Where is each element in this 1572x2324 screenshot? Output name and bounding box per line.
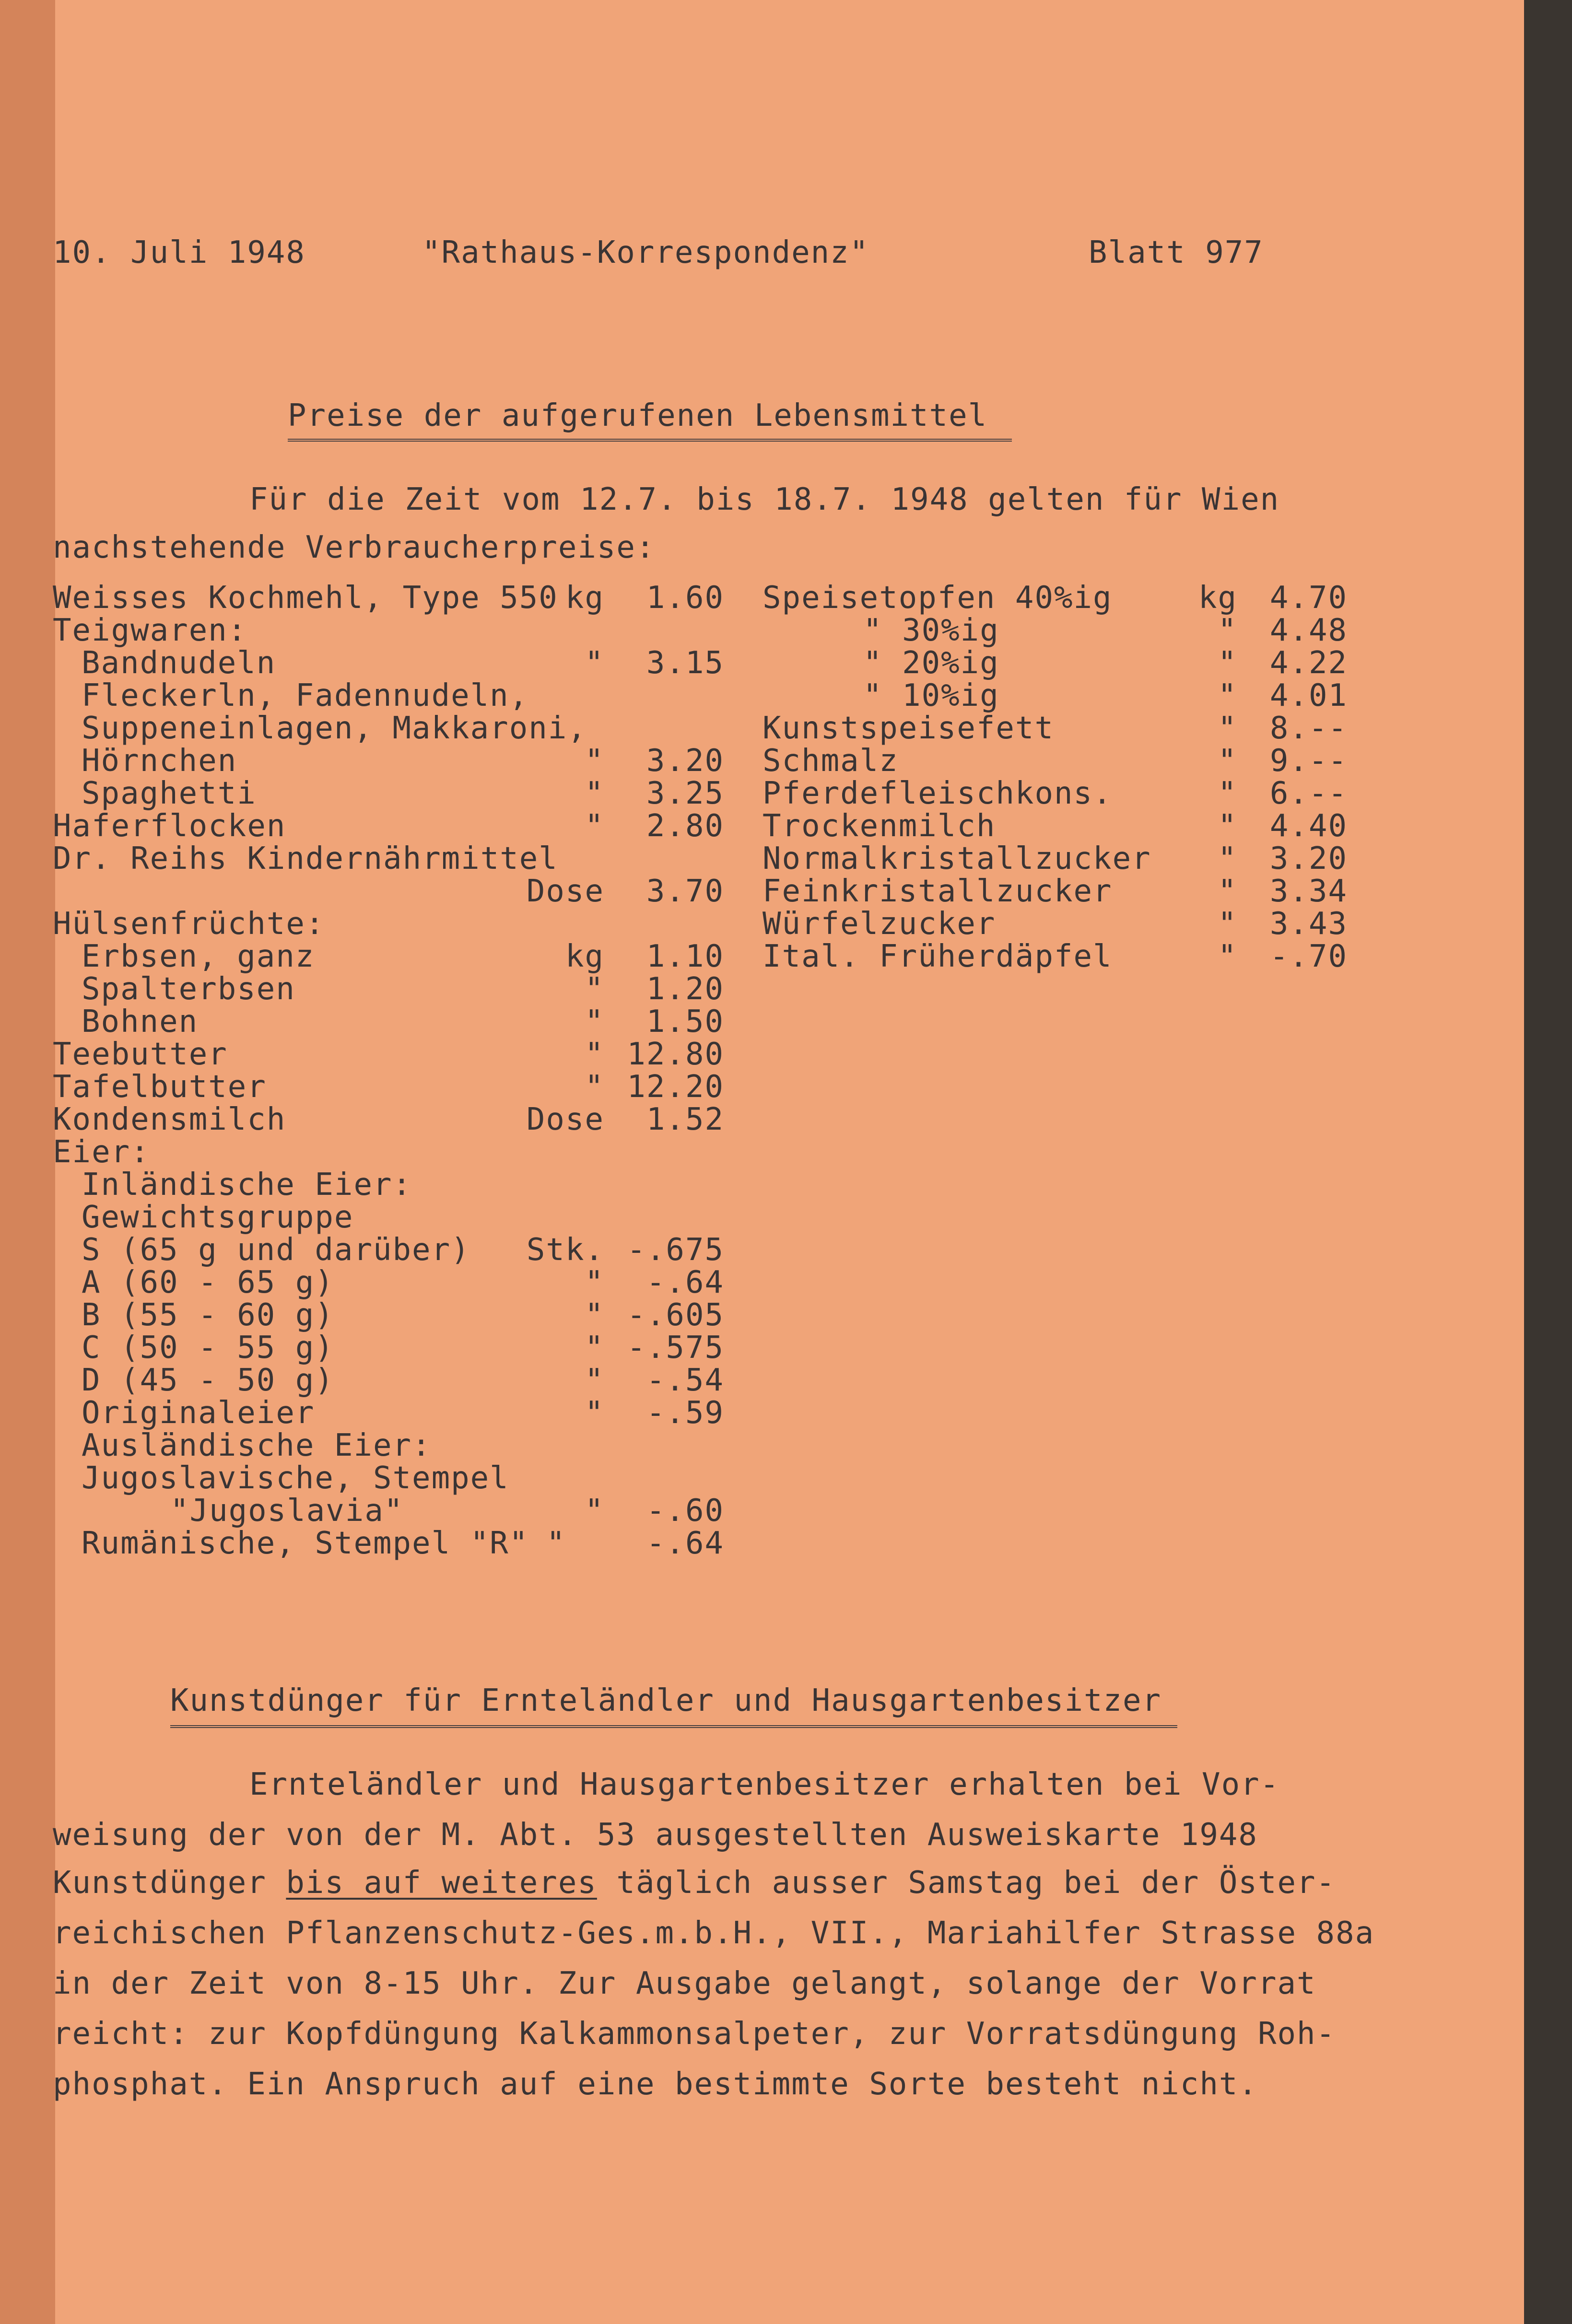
right-row-unit: " bbox=[1218, 874, 1237, 909]
left-row-unit: Stk. bbox=[526, 1232, 604, 1268]
left-row-price: -.575 bbox=[627, 1330, 724, 1366]
fertilizer-line-5: in der Zeit von 8-15 Uhr. Zur Ausgabe gelangt, solange der Vorrat bbox=[53, 1966, 1316, 2001]
right-row-label: Schmalz bbox=[763, 743, 899, 779]
right-row-price: 3.34 bbox=[1269, 874, 1348, 909]
left-row-price: 12.20 bbox=[627, 1069, 724, 1105]
left-row-price: 3.15 bbox=[646, 645, 724, 681]
left-row-price: -.675 bbox=[627, 1232, 724, 1268]
right-row-price: 8.-- bbox=[1269, 711, 1348, 746]
left-row-unit: " bbox=[585, 1297, 604, 1333]
fertilizer-line-2: weisung der von der M. Abt. 53 ausgestellten Ausweiskarte 1948 bbox=[53, 1817, 1258, 1853]
header-date: 10. Juli 1948 bbox=[53, 235, 305, 270]
left-row-unit: " bbox=[585, 743, 604, 779]
right-row-label: Pferdefleischkons. bbox=[763, 776, 1113, 811]
right-row-label: Normalkristallzucker bbox=[763, 841, 1151, 876]
right-row-unit: " bbox=[1218, 841, 1237, 876]
left-row-label: Fleckerln, Fadennudeln, bbox=[82, 678, 529, 713]
right-row-unit: " bbox=[1218, 645, 1237, 681]
right-row-unit: " bbox=[1218, 906, 1237, 942]
left-row-price: 1.50 bbox=[646, 1004, 724, 1039]
left-row-label: Eier: bbox=[53, 1134, 150, 1170]
left-row-unit: kg bbox=[565, 939, 604, 974]
fertilizer-line-7: phosphat. Ein Anspruch auf eine bestimmte Sorte besteht nicht. bbox=[53, 2067, 1258, 2102]
right-row-price: 9.-- bbox=[1269, 743, 1348, 779]
left-row-label: Ausländische Eier: bbox=[82, 1428, 432, 1463]
left-row-price: 1.20 bbox=[646, 971, 724, 1007]
header-publication: "Rathaus-Korrespondenz" bbox=[422, 235, 869, 270]
left-row-unit: " bbox=[585, 1037, 604, 1072]
left-row-price: -.64 bbox=[646, 1526, 724, 1561]
header-sheet: Blatt 977 bbox=[1089, 235, 1264, 270]
left-row-unit: " bbox=[585, 808, 604, 844]
prices-intro-line2: nachstehende Verbraucherpreise: bbox=[53, 530, 656, 565]
left-row-price: -.59 bbox=[646, 1395, 724, 1431]
right-row-label: Feinkristallzucker bbox=[763, 874, 1113, 909]
left-row-label: Suppeneinlagen, Makkaroni, bbox=[82, 711, 587, 746]
fertilizer-title: Kunstdünger für Ernteländler und Hausgartenbesitzer bbox=[170, 1683, 1162, 1718]
left-row-label: Tafelbutter bbox=[53, 1069, 267, 1105]
right-row-unit: " bbox=[1218, 808, 1237, 844]
left-row-label: "Jugoslavia" bbox=[170, 1493, 404, 1529]
left-row-unit: Dose bbox=[526, 1102, 604, 1137]
left-row-label: Erbsen, ganz bbox=[82, 939, 315, 974]
left-row-unit: " bbox=[585, 1395, 604, 1431]
left-row-label: Teigwaren: bbox=[53, 613, 247, 648]
left-row-label: Jugoslavische, Stempel bbox=[82, 1460, 509, 1496]
left-row-label: D (45 - 50 g) bbox=[82, 1363, 334, 1398]
right-row-unit: " bbox=[1218, 678, 1237, 713]
left-row-unit: " bbox=[585, 645, 604, 681]
left-row-unit: " bbox=[585, 1363, 604, 1398]
right-row-unit: " bbox=[1218, 939, 1237, 974]
left-row-label: Hülsenfrüchte: bbox=[53, 906, 325, 942]
left-row-label: Weisses Kochmehl, Type 550 bbox=[53, 580, 558, 616]
left-row-price: 1.52 bbox=[646, 1102, 724, 1137]
left-row-unit: " bbox=[546, 1526, 566, 1561]
left-row-label: Kondensmilch bbox=[53, 1102, 286, 1137]
left-row-price: -.54 bbox=[646, 1363, 724, 1398]
left-row-price: 12.80 bbox=[627, 1037, 724, 1072]
right-row-label: Speisetopfen 40%ig bbox=[763, 580, 1113, 616]
prices-title: Preise der aufgerufenen Lebensmittel bbox=[288, 398, 988, 433]
left-row-price: -.60 bbox=[646, 1493, 724, 1529]
right-row-price: 3.43 bbox=[1269, 906, 1348, 942]
prices-intro-line1: Für die Zeit vom 12.7. bis 18.7. 1948 gelten für Wien bbox=[249, 482, 1280, 517]
left-row-price: 3.25 bbox=[646, 776, 724, 811]
left-row-label: Teebutter bbox=[53, 1037, 228, 1072]
left-row-label: Hörnchen bbox=[82, 743, 237, 779]
right-row-unit: " bbox=[1218, 776, 1237, 811]
right-row-label: " 20%ig bbox=[863, 645, 999, 681]
left-row-label: C (50 - 55 g) bbox=[82, 1330, 334, 1366]
left-row-label: S (65 g und darüber) bbox=[82, 1232, 470, 1268]
left-row-label: Originaleier bbox=[82, 1395, 315, 1431]
right-row-unit: " bbox=[1218, 743, 1237, 779]
left-row-unit: " bbox=[585, 776, 604, 811]
right-row-price: -.70 bbox=[1269, 939, 1348, 974]
left-row-price: 1.10 bbox=[646, 939, 724, 974]
fertilizer-line-3-rest: täglich ausser Samstag bei der Öster- bbox=[616, 1865, 1336, 1901]
left-row-label: Rumänische, Stempel "R" bbox=[82, 1526, 529, 1561]
right-row-price: 3.20 bbox=[1269, 841, 1348, 876]
prices-title-rule bbox=[288, 439, 1012, 450]
page-right-shadow bbox=[1524, 0, 1572, 2324]
left-row-label: Gewichtsgruppe bbox=[82, 1200, 354, 1235]
binding-edge bbox=[0, 0, 55, 2324]
right-row-label: Trockenmilch bbox=[763, 808, 996, 844]
left-row-price: -.605 bbox=[627, 1297, 724, 1333]
right-row-unit: " bbox=[1218, 711, 1237, 746]
right-row-label: Kunstspeisefett bbox=[763, 711, 1054, 746]
left-row-label: Inländische Eier: bbox=[82, 1167, 412, 1203]
right-row-price: 6.-- bbox=[1269, 776, 1348, 811]
fertilizer-line-4: reichischen Pflanzenschutz-Ges.m.b.H., VII., Mariahilfer Strasse 88a bbox=[53, 1915, 1375, 1951]
left-row-unit: " bbox=[585, 1493, 604, 1529]
left-row-label: Bandnudeln bbox=[82, 645, 276, 681]
left-row-unit: kg bbox=[565, 580, 604, 616]
fertilizer-underlined-phrase: bis auf weiteres bbox=[286, 1865, 597, 1901]
right-row-unit: " bbox=[1218, 613, 1237, 648]
left-row-unit: " bbox=[585, 1330, 604, 1366]
fertilizer-line-3-prefix: Kunstdünger bbox=[53, 1865, 267, 1901]
right-row-price: 4.22 bbox=[1269, 645, 1348, 681]
right-row-label: Würfelzucker bbox=[763, 906, 996, 942]
right-row-label: " 30%ig bbox=[863, 613, 999, 648]
right-row-price: 4.48 bbox=[1269, 613, 1348, 648]
left-row-label: A (60 - 65 g) bbox=[82, 1265, 334, 1300]
left-row-price: -.64 bbox=[646, 1265, 724, 1300]
left-row-label: Bohnen bbox=[82, 1004, 199, 1039]
left-row-unit: " bbox=[585, 1265, 604, 1300]
fertilizer-line-3 bbox=[53, 1865, 1336, 1901]
right-row-unit: kg bbox=[1198, 580, 1237, 616]
left-row-unit: " bbox=[585, 971, 604, 1007]
left-row-price: 2.80 bbox=[646, 808, 724, 844]
left-row-price: 3.70 bbox=[646, 874, 724, 909]
left-row-label: Haferflocken bbox=[53, 808, 286, 844]
left-row-price: 1.60 bbox=[646, 580, 724, 616]
fertilizer-line-1: Ernteländler und Hausgartenbesitzer erhalten bei Vor- bbox=[249, 1767, 1280, 1802]
right-row-price: 4.01 bbox=[1269, 678, 1348, 713]
left-row-label: Dr. Reihs Kindernährmittel bbox=[53, 841, 558, 876]
right-row-label: Ital. Früherdäpfel bbox=[763, 939, 1113, 974]
left-row-label: Spaghetti bbox=[82, 776, 257, 811]
left-row-price: 3.20 bbox=[646, 743, 724, 779]
left-row-unit: " bbox=[585, 1069, 604, 1105]
right-row-label: " 10%ig bbox=[863, 678, 999, 713]
left-row-label: B (55 - 60 g) bbox=[82, 1297, 334, 1333]
left-row-unit: " bbox=[585, 1004, 604, 1039]
fertilizer-line-6: reicht: zur Kopfdüngung Kalkammonsalpeter, zur Vorratsdüngung Roh- bbox=[53, 2016, 1336, 2052]
right-row-price: 4.40 bbox=[1269, 808, 1348, 844]
left-row-unit: Dose bbox=[526, 874, 604, 909]
left-row-label: Spalterbsen bbox=[82, 971, 295, 1007]
fertilizer-title-rule bbox=[170, 1725, 1177, 1737]
right-row-price: 4.70 bbox=[1269, 580, 1348, 616]
